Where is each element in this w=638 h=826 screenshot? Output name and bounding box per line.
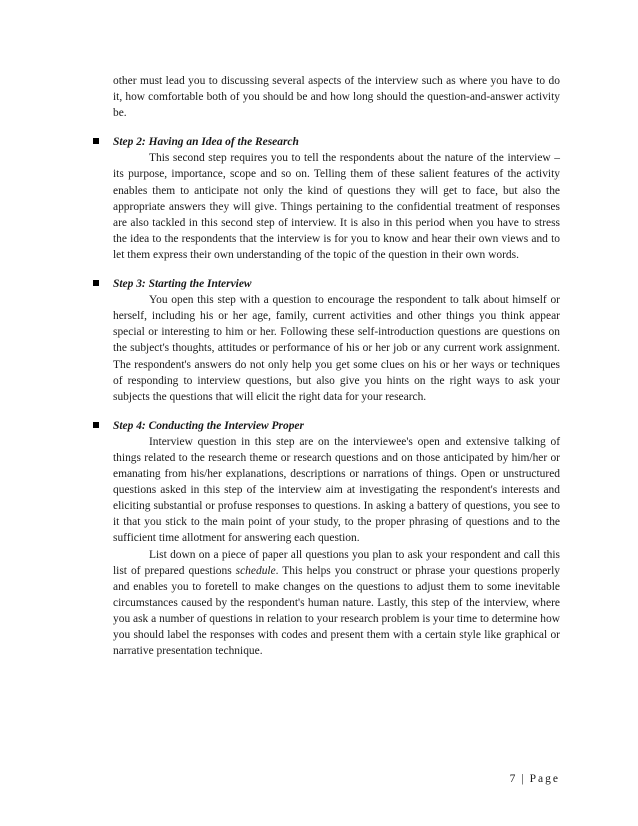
page-label: Page [529, 773, 560, 785]
section-step-3 [113, 276, 560, 405]
page-body [113, 73, 560, 659]
section-heading: Step 3: Starting the Interview [113, 278, 252, 291]
section-paragraph: Interview question in this step are on the interviewee's open and extensive talking of things related to the research theme or research questions and on those anticipated by him/her or emanating from his/her explanations, descriptions or narrations of things. Open or unstructured questions asked in this step of the interview aim at investigating the respondent's interests and eliciting substantial or profuse responses to questions. In asking a battery of questions, you see to it that you stick to the main point of your study, to the proper phrasing of questions and to the sufficient time allotment for answering each question. [113, 435, 560, 545]
square-bullet-icon [93, 280, 99, 286]
square-bullet-icon [93, 138, 99, 144]
section-heading: Step 4: Conducting the Interview Proper [113, 419, 304, 432]
page-footer [420, 773, 560, 785]
section-heading: Step 2: Having an Idea of the Research [113, 136, 299, 149]
section-step-4 [113, 418, 560, 659]
section-paragraph: You open this step with a question to encourage the respondent to talk about himself or herself, including his or her age, family, current activities and other things you think appear special or interesting to him or her. Following these self-introduction questions are questions on the subject's thoughts, attitudes or performance of his or her job or any current work assignment. The respondent's answers do not only help you get some clues on his or her ways or techniques of responding to interview questions, but also give you hints on the right ways to ask your subjects the questions that will elicit the right data for your research. [113, 294, 560, 403]
page-number: 7 [509, 773, 518, 785]
section-paragraph: This second step requires you to tell the respondents about the nature of the interview – its purpose, importance, scope and so on. Telling them of these salient features of the activity enables them to anticipate not only the kind of questions they will get to face, but also the appropriate answers they will give. Things pertaining to the confidential treatment of responses are also tackled in this second step of interview. It is also in this period when you have to stress the idea to the respondents that the interview is for you to know and hear their own views and to let them express their own understanding of the topic of the question in their own words. [113, 152, 560, 261]
square-bullet-icon [93, 422, 99, 428]
footer-separator: | [521, 773, 526, 785]
schedule-text-before: List down on a piece of paper all questions you plan to ask your respondent and call this list of prepared questions [113, 548, 560, 577]
schedule-text-after: . This helps you construct or phrase your questions properly and enables you to foretell to make changes on the questions to adjust them to some inevitable circumstances caused by the respondent's human nature. Lastly, this step of the interview, where you ask a number of questions in relation to your research problem is your time to determine how you should label the responses with codes and present them with a certain style like graphical or narrative presentation technique. [113, 564, 560, 658]
intro-paragraph: other must lead you to discussing several aspects of the interview such as where you have to do it, how comfortable both of you should be and how long should the question-and-answer activity be. [113, 75, 560, 120]
section-step-2 [113, 134, 560, 263]
section-paragraph-schedule [113, 547, 560, 660]
schedule-term: schedule [235, 564, 276, 577]
